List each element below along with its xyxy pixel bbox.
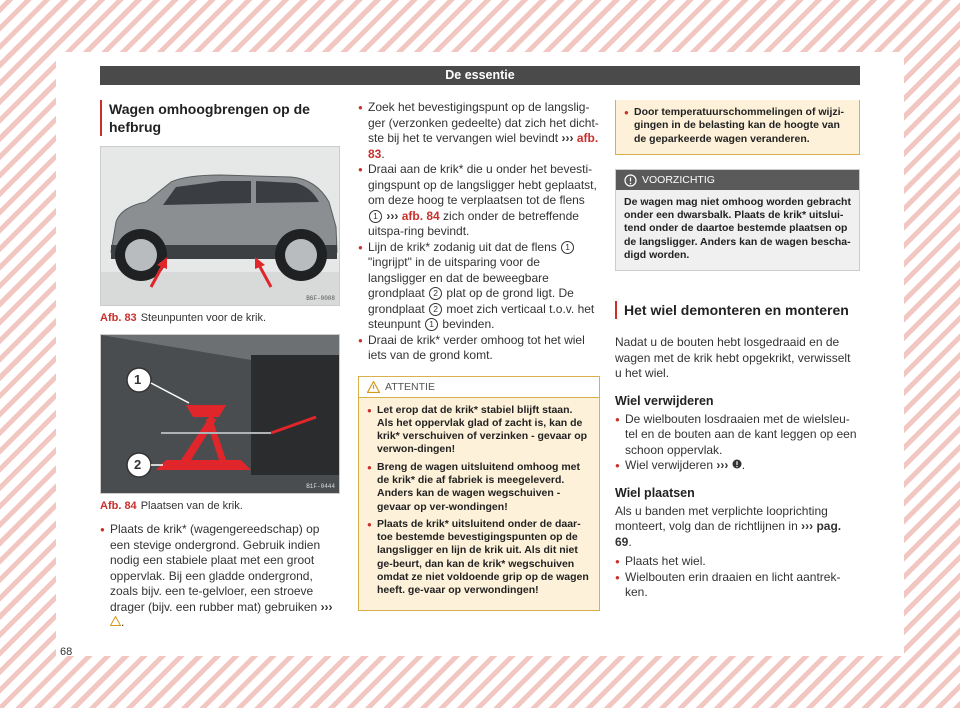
bullet-text: Draai aan de krik* die u onder het bevesti-gingspunt op de langsligger hebt geplaatst, om deze hoog te verplaatsen tot de flens — [368, 162, 597, 207]
figure-84-caption — [100, 500, 340, 512]
column-right — [615, 100, 860, 601]
bullet-raise-further: ● Draai de krik* verder omhoog tot het wiel iets van de grond komt. — [358, 333, 600, 364]
attention-item: ● Plaats de krik* uitsluitend onder de daar-toe bestemde bevestigingspunten op de langsligger en lijn de krik uit. Als dit niet ge-beurt, dan kan de krik* wegschuiven omdat ze niet voldoende grip op de wagen heeft. ge-vaar op verwondingen! — [367, 518, 591, 598]
attention-header — [359, 377, 599, 398]
bullet-tighten-bolts: ● Wielbouten erin draaien en licht aantrek-ken. — [615, 570, 860, 601]
marker-1: 1 — [134, 372, 142, 387]
attention-body — [359, 398, 599, 610]
caption-text: Plaatsen van de krik. — [140, 500, 243, 512]
bullet-text: moet zich verticaal t.o.v. het steunpunt — [368, 301, 595, 331]
intro-text: Nadat u de bouten hebt losgedraaid en de wagen met de krik hebt opgekrikt, verwisselt u het wiel. — [615, 335, 851, 381]
figure-83-caption — [100, 312, 340, 324]
marker-badge: 1 — [561, 241, 574, 254]
attention-title: ATTENTIE — [385, 380, 435, 393]
bullet-find-point: ● Zoek het bevestigingspunt op de langslig-ger (verzonken gedeelte) dat zich het dicht-ste bij het te vervangen wiel bevindt ››› afb. 83. — [358, 100, 600, 162]
attention-box — [358, 376, 600, 611]
caution-body — [616, 190, 859, 270]
bullet-text: Lijn de krik* zodanig uit dat de flens — [368, 239, 557, 254]
place-text: Als u banden met verplichte looprichting monteert, volg dan de richtlijnen in ››› pag. 69. — [615, 503, 842, 549]
bullet-remove-wheel: ● Wiel verwijderen ››› . — [615, 458, 860, 474]
caution-text: De wagen mag niet omhoog worden gebracht onder een dwarsbalk. Plaats de krik* uitslui-tend onder de daartoe bestemde plaatsen op de langsligger. Anders kan de wagen bescha-digd worden. — [624, 195, 851, 262]
section-title-wheel: Het wiel demonteren en monteren — [615, 301, 860, 319]
info-icon — [624, 174, 637, 187]
attention-item: ● Let erop dat de krik* stabiel blijft staan. Als het oppervlak glad of zacht is, kan de krik* verschuiven of verzinken - gevaar op verwon-dingen! — [367, 404, 591, 457]
page-header: De essentie — [100, 66, 860, 85]
warning-icon — [367, 381, 380, 393]
bullet-text: plat op de grond ligt. De grondplaat — [368, 286, 574, 316]
bullet-text: "ingrijpt" in de uitsparing voor de langsligger en dat de beweegbare grondplaat — [368, 255, 549, 300]
bullet-turn-jack — [358, 162, 600, 240]
attention-item: ● Breng de wagen uitsluitend omhoog met de krik* die af fabriek is meegeleverd. Anders kan de wagen wegschuiven - gevaar op ver-wondingen! — [367, 461, 591, 514]
figure-link[interactable]: afb. 83 — [368, 131, 599, 161]
column-middle — [358, 100, 600, 611]
bullet-place-jack: ● Plaats de krik* (wagengereedschap) op een stevige ondergrond. Gebruik indien nodig een stabiele plaat met een groot oppervlak. Bij een gladde ondergrond, zoals bijv. een te-gelvloer, een stroeve drager (bijv. een rubber mat) gebruiken ››› . — [100, 522, 340, 631]
section-title-lifting: Wagen omhoogbrengen op de hefbrug — [100, 100, 340, 136]
marker-badge: 2 — [429, 303, 442, 316]
marker-2: 2 — [134, 457, 142, 472]
figure-code: B1F-0444 — [306, 483, 335, 490]
bullet-remove-bolts: ● De wielbouten losdraaien met de wielsleu-tel en de bouten aan de kant leggen op een schoon oppervlak. — [615, 412, 860, 459]
figure-84 — [100, 334, 340, 494]
figure-code: B6F-0008 — [306, 295, 335, 302]
caption-text: Steunpunten voor de krik. — [140, 312, 267, 324]
marker-badge: 2 — [429, 287, 442, 300]
caution-header — [616, 170, 859, 190]
bullet-text: bevinden. — [442, 317, 495, 331]
car-side-illustration — [101, 147, 340, 306]
ref-arrow: ››› — [801, 519, 814, 534]
attention-continued-box — [615, 100, 860, 155]
attention-continued-body — [616, 100, 859, 154]
page-link[interactable]: pag. 69 — [615, 519, 842, 549]
bullet-text: Zoek het bevestigingspunt op de langslig-ger (verzonken gedeelte) dat zich het dicht-ste bij het te vervangen wiel bevindt — [368, 100, 599, 145]
body-text: Als u banden met verplichte looprichting monteert, volg dan de richtlijnen in — [615, 503, 828, 534]
subheading-remove: Wiel verwijderen — [615, 393, 714, 408]
caution-title: VOORZICHTIG — [642, 173, 715, 186]
marker-badge: 1 — [425, 318, 438, 331]
figure-link[interactable]: afb. 84 — [401, 208, 440, 223]
bullet-text: zich onder de betreffende uitspa-ring bevindt. — [368, 208, 579, 238]
ref-arrow: ››› — [716, 458, 729, 473]
bullet-text: Wiel verwijderen — [625, 458, 714, 473]
figure-83 — [100, 146, 340, 306]
ref-arrow: ››› — [320, 599, 333, 614]
bullet-align-jack — [358, 240, 600, 333]
figure-label: Afb. 83 — [100, 312, 137, 324]
column-left — [100, 100, 340, 631]
ref-arrow: ››› — [386, 208, 399, 223]
marker-badge: 1 — [369, 210, 382, 223]
attention-item: ● Door temperatuurschommelingen of wijzi-gingen in de belasting kan de hoogte van de geparkeerde wagen veranderen. — [624, 106, 851, 146]
bullet-place-wheel: ● Plaats het wiel. — [615, 554, 860, 570]
figure-label: Afb. 84 — [100, 500, 137, 512]
caution-box — [615, 169, 860, 271]
warning-icon — [110, 616, 121, 626]
page-number: 68 — [60, 646, 73, 658]
subheading-place: Wiel plaatsen — [615, 485, 695, 500]
info-icon — [732, 459, 742, 469]
ref-arrow: ››› — [561, 131, 574, 145]
bullet-text: Plaats de krik* (wagengereedschap) op een stevige ondergrond. Gebruik indien nodig een stabiele plaat met een groot oppervlak. Bij een gladde ondergrond, zoals bijv. een te-gelvloer, een stroeve drager (bijv. een rubber mat) gebruiken — [110, 522, 321, 614]
